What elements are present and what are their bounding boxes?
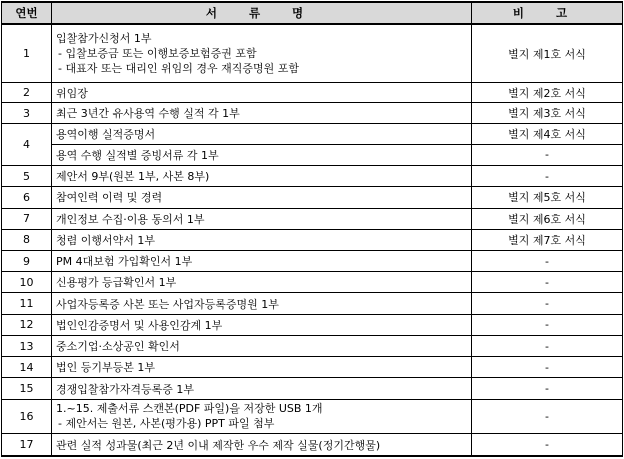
document-name: 법인 등기부등본 1부 <box>52 357 472 378</box>
remark: - <box>472 399 623 433</box>
row-number: 9 <box>2 251 52 272</box>
document-line: 1.~15. 제출서류 스캔본(PDF 파일)을 저장한 USB 1개 <box>56 402 323 416</box>
document-subline: - 제안서는 원본, 사본(평가용) PPT 파일 첨부 <box>58 417 275 431</box>
document-subline: - 대표자 또는 대리인 위임의 경우 재직증명원 포함 <box>58 62 299 76</box>
table-row <box>2 293 623 314</box>
document-name: 위임장 <box>52 83 472 103</box>
remark: 별지 제2호 서식 <box>472 83 623 103</box>
document-line: 입찰참가신청서 1부 <box>56 32 152 46</box>
remark: - <box>472 335 623 356</box>
table-header-row <box>2 2 623 24</box>
table-row <box>2 166 623 187</box>
table-row <box>2 103 623 123</box>
document-name: 제안서 9부(원본 1부, 사본 8부) <box>52 166 472 187</box>
remark: 별지 제6호 서식 <box>472 208 623 229</box>
remark: - <box>472 166 623 187</box>
document-name: 신용평가 등급확인서 1부 <box>52 272 472 293</box>
remark: - <box>472 272 623 293</box>
document-name: 용역이행 실적증명서 <box>52 123 472 144</box>
submission-documents-table <box>1 1 623 457</box>
table-row <box>2 314 623 335</box>
row-number: 4 <box>2 123 52 165</box>
row-number: 2 <box>2 83 52 103</box>
header-no: 연번 <box>2 2 52 24</box>
document-name: 참여인력 이력 및 경력 <box>52 187 472 208</box>
row-number: 1 <box>2 24 52 83</box>
row-number: 8 <box>2 229 52 250</box>
table-row <box>2 399 623 433</box>
row-number: 3 <box>2 103 52 123</box>
table-row <box>2 229 623 250</box>
document-name <box>52 399 472 433</box>
table-row <box>2 378 623 399</box>
row-number: 16 <box>2 399 52 433</box>
row-number: 13 <box>2 335 52 356</box>
remark: - <box>472 144 623 165</box>
document-name: 법인인감증명서 및 사용인감계 1부 <box>52 314 472 335</box>
row-number: 15 <box>2 378 52 399</box>
table-row <box>2 251 623 272</box>
document-name: 사업자등록증 사본 또는 사업자등록증명원 1부 <box>52 293 472 314</box>
document-name: 청렴 이행서약서 1부 <box>52 229 472 250</box>
row-number: 6 <box>2 187 52 208</box>
document-name: 경쟁입찰참가자격등록증 1부 <box>52 378 472 399</box>
remark: - <box>472 251 623 272</box>
row-number: 11 <box>2 293 52 314</box>
document-name: 개인정보 수집·이용 동의서 1부 <box>52 208 472 229</box>
remark: - <box>472 293 623 314</box>
remark: - <box>472 434 623 456</box>
table-row <box>2 335 623 356</box>
document-name: 관련 실적 성과물(최근 2년 이내 제작한 우수 제작 실물(정기간행물) <box>52 434 472 456</box>
remark: - <box>472 314 623 335</box>
document-name: 중소기업·소상공인 확인서 <box>52 335 472 356</box>
document-name: 용역 수행 실적별 증빙서류 각 1부 <box>52 144 472 165</box>
remark: - <box>472 378 623 399</box>
row-number: 17 <box>2 434 52 456</box>
remark: - <box>472 357 623 378</box>
header-docs: 서 류 명 <box>52 2 472 24</box>
remark: 별지 제4호 서식 <box>472 123 623 144</box>
table-row <box>2 144 623 165</box>
header-note: 비 고 <box>472 2 623 24</box>
document-subline: - 입찰보증금 또는 이행보증보험증권 포함 <box>58 47 257 61</box>
row-number: 5 <box>2 166 52 187</box>
table-row <box>2 24 623 83</box>
table-row <box>2 357 623 378</box>
table-row <box>2 187 623 208</box>
document-name: PM 4대보험 가입확인서 1부 <box>52 251 472 272</box>
table-row <box>2 208 623 229</box>
document-name: 최근 3년간 유사용역 수행 실적 각 1부 <box>52 103 472 123</box>
table-row <box>2 434 623 456</box>
row-number: 10 <box>2 272 52 293</box>
remark: 별지 제1호 서식 <box>472 24 623 83</box>
remark: 별지 제3호 서식 <box>472 103 623 123</box>
remark: 별지 제7호 서식 <box>472 229 623 250</box>
row-number: 7 <box>2 208 52 229</box>
row-number: 12 <box>2 314 52 335</box>
table-row <box>2 83 623 103</box>
document-name <box>52 24 472 83</box>
remark: 별지 제5호 서식 <box>472 187 623 208</box>
table-row <box>2 272 623 293</box>
table-row <box>2 123 623 144</box>
row-number: 14 <box>2 357 52 378</box>
